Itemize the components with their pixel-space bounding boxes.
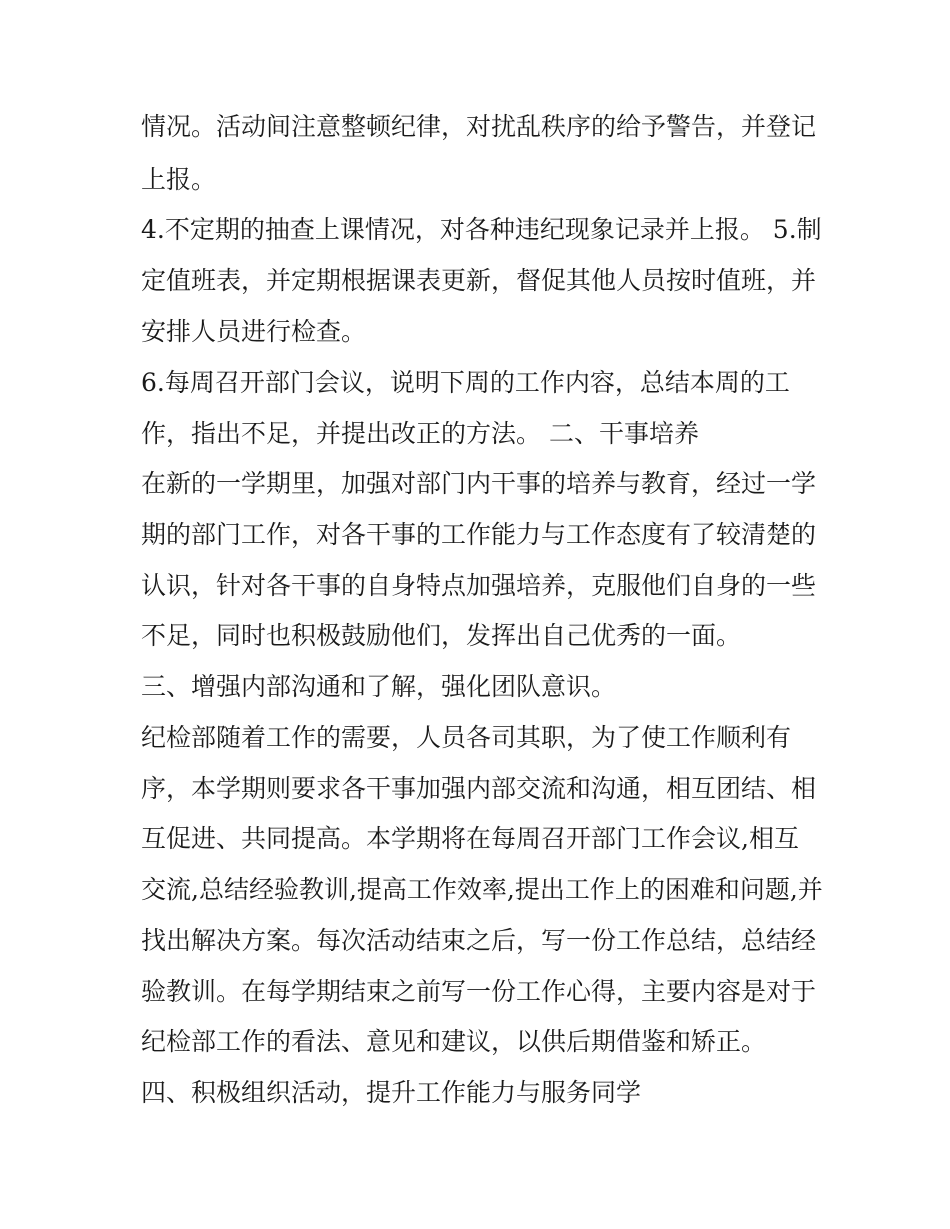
text-line: 纪检部工作的看法、意见和建议，以供后期借鉴和矫正。: [141, 1027, 767, 1056]
text-line: 期的部门工作，对各干事的工作能力与工作态度有了较清楚的: [141, 520, 817, 549]
text-line: 找出解决方案。每次活动结束之后，写一份工作总结，总结经: [141, 926, 817, 955]
text-line: 4.不定期的抽查上课情况，对各种违纪现象记录并上报。 5.制: [141, 215, 822, 244]
text-line: 6.每周召开部门会议，说明下周的工作内容，总结本周的工: [141, 368, 790, 397]
text-line: 序，本学期则要求各干事加强内部交流和沟通，相互团结、相: [141, 774, 817, 803]
section-heading: 三、增强内部沟通和了解，强化团队意识。: [141, 672, 617, 701]
text-line: 情况。活动间注意整顿纪律，对扰乱秩序的给予警告，并登记: [141, 112, 817, 141]
text-line: 纪检部随着工作的需要，人员各司其职，为了使工作顺利有: [141, 723, 792, 752]
section-heading: 四、积极组织活动，提升工作能力与服务同学: [141, 1078, 642, 1107]
text-line: 上报。: [141, 165, 217, 194]
text-line: 交流,总结经验教训,提高工作效率,提出工作上的困难和问题,并: [141, 875, 823, 904]
text-line: 认识，针对各干事的自身特点加强培养，克服他们自身的一些: [141, 571, 817, 600]
text-line: 定值班表，并定期根据课表更新，督促其他人员按时值班，并: [141, 266, 817, 295]
text-line: 在新的一学期里，加强对部门内干事的培养与教育，经过一学: [141, 469, 817, 498]
text-line: 互促进、共同提高。本学期将在每周召开部门工作会议,相互: [141, 824, 799, 853]
text-line: 不足，同时也积极鼓励他们，发挥出自己优秀的一面。: [141, 621, 742, 650]
text-line: 作，指出不足，并提出改正的方法。 二、干事培养: [141, 419, 699, 448]
text-line: 安排人员进行检查。: [141, 317, 367, 346]
text-line: 验教训。在每学期结束之前写一份工作心得，主要内容是对于: [141, 977, 817, 1006]
